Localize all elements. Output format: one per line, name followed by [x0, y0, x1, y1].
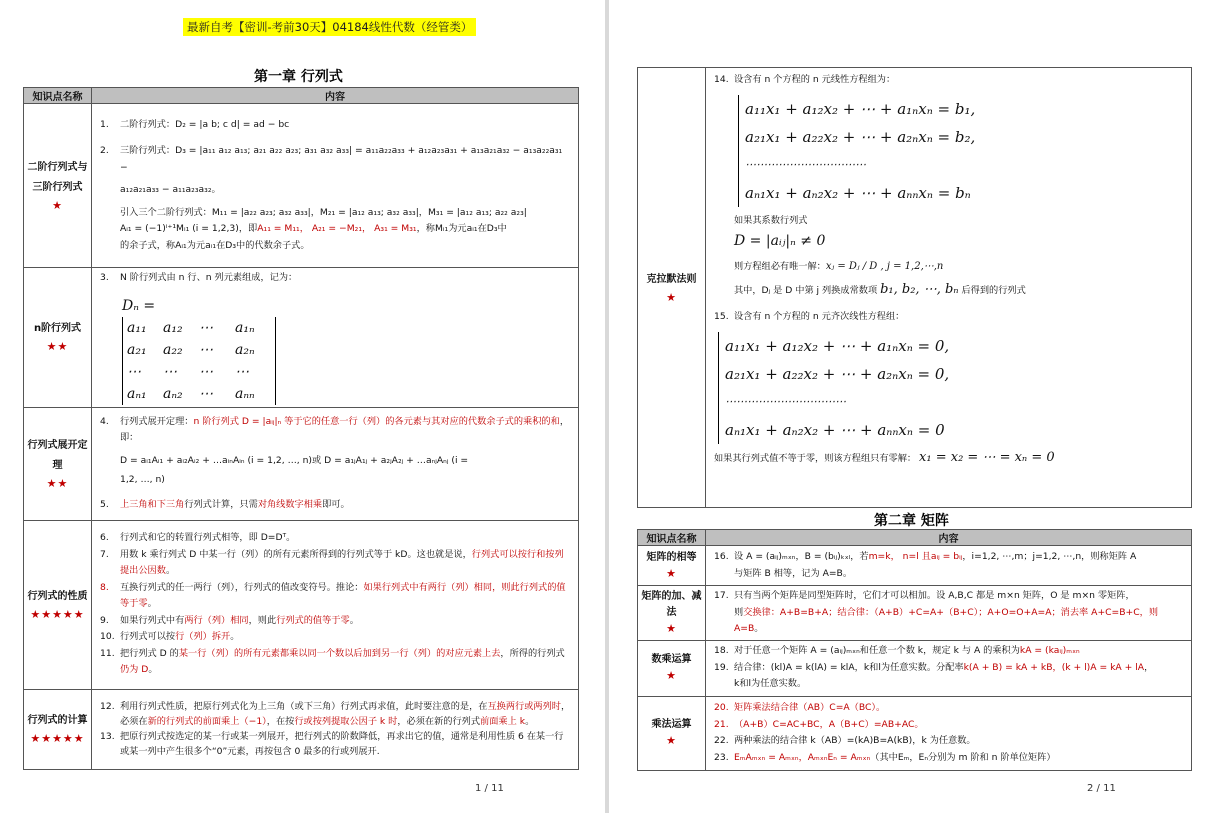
key-label: 行列式展开定理	[27, 439, 88, 471]
importance-stars: ★	[666, 290, 677, 304]
list-item: 10. 行列式可以按行（列）拆开。	[100, 631, 240, 643]
content-cell	[706, 68, 1192, 508]
list-item-cont: 其中，Dⱼ 是 D 中第 j 列换成常数项 b₁, b₂, ⋯, bₙ 后得到的行列式	[734, 281, 1026, 297]
page-1	[0, 0, 605, 813]
importance-stars: ★	[666, 566, 677, 580]
list-item: 8. 互换行列式的任一两行（列），行列式的值改变符号。推论：如果行列式中有两行（列）相同，则此行列式的值等于零。	[100, 581, 566, 610]
importance-stars: ★	[666, 734, 677, 747]
key-cell	[24, 407, 92, 520]
col-header-content: 内容	[92, 88, 579, 104]
key-label: 乘法运算	[651, 719, 692, 730]
key-label: 二阶行列式与三阶行列式	[27, 161, 88, 193]
chapter-1-table	[23, 87, 579, 770]
content-cell	[92, 104, 579, 268]
key-label: 矩阵的相等	[646, 551, 697, 563]
list-item-cont: k和l为任意实数。	[734, 678, 807, 690]
key-cell	[24, 689, 92, 769]
list-item: 12. 利用行列式性质，把原行列式化为上三角（或下三角）行列式再求值，此时要注意的是，在互换两行或两列时，必须在新的行列式的前面乘上（−1），在按行或按列提取公因子 k 时，必须在新的行列式前面乘上 k。	[100, 701, 571, 727]
list-item: 19. 结合律：(kl)A = k(lA) = klA，k和l为任意实数。分配率k(A + B) = kA + kB，(k + l)A = kA + lA，	[714, 661, 1154, 673]
page-number: 2 / 11	[1087, 783, 1116, 794]
importance-stars: ★★	[46, 476, 69, 490]
key-cell	[638, 640, 706, 696]
content-cell	[706, 546, 1192, 586]
content-cell	[92, 407, 579, 520]
key-label: n阶行列式	[33, 323, 82, 335]
list-item: 21. （A+B）C=AC+BC，A（B+C）=AB+AC。	[714, 718, 924, 730]
list-item-cont: D = aᵢ₁Aᵢ₁ + aᵢ₂Aᵢ₂ + …aᵢₙAᵢₙ (i = 1,2, …, n)或 D = a₁ⱼA₁ⱼ + a₂ⱼA₂ⱼ + …aₙⱼAₙⱼ (i =	[120, 454, 469, 466]
list-item: 5. 上三角和下三角行列式计算，只需对角线数字相乘即可。	[100, 498, 350, 510]
importance-stars: ★	[52, 198, 63, 212]
key-label: 克拉默法则	[646, 273, 697, 285]
key-cell	[638, 696, 706, 770]
list-item: 15. 设含有 n 个方程的 n 元齐次线性方程组：	[714, 311, 905, 322]
list-item: 4. 行列式展开定理：n 阶行列式 D = |aᵢⱼ|ₙ 等于它的任意一行（列）的各元素与其对应的代数余子式的乘积的和，即：	[100, 415, 569, 444]
content-cell	[92, 268, 579, 408]
page-2	[609, 0, 1214, 813]
importance-stars: ★	[666, 621, 677, 635]
list-item: 1. 二阶行列式：D₂ = |a b; c d| = ad − bc	[100, 118, 290, 130]
chapter-1-continued-table	[637, 67, 1192, 508]
col-header-content: 内容	[706, 530, 1192, 546]
content-cell	[706, 696, 1192, 770]
list-item: 11. 把行列式 D 的某一行（列）的所有元素都乘以同一个数以后加到另一行（列）的对应元素上去，所得的行列式仍为 D。	[100, 647, 565, 676]
list-item-cont: a₁₂a₂₁a₃₃ − a₁₁a₂₃a₃₂。	[120, 184, 221, 196]
col-header-key: 知识点名称	[24, 88, 92, 104]
list-item: 3. N 阶行列式由 n 行、n 列元素组成，记为：	[100, 272, 298, 283]
list-item: 18. 对于任意一个矩阵 A = (aᵢⱼ)ₘₓₙ和任意一个数 k，规定 k 与 A 的乘积为kA = (kaᵢⱼ)ₘₓₙ	[714, 645, 1080, 657]
list-item-cont: 则交换律：A+B=B+A；结合律：（A+B）+C=A+（B+C）；A+O=O+A=A；消去率 A+C=B+C，则 A=B。	[734, 606, 1159, 634]
list-item: 20. 矩阵乘法结合律（AB）C=A（BC）。	[714, 702, 886, 713]
key-label: 数乘运算	[651, 654, 692, 665]
key-label: 矩阵的加、减法	[641, 590, 702, 618]
list-item-cont: 1,2, …, n)	[120, 474, 165, 486]
key-cell	[638, 546, 706, 586]
key-cell	[24, 268, 92, 408]
list-item: 6. 行列式和它的转置行列式相等，即 D=Dᵀ。	[100, 532, 296, 544]
key-cell	[638, 586, 706, 641]
chapter-2-title: 第二章 矩阵	[874, 513, 949, 529]
key-label: 行列式的性质	[27, 590, 88, 602]
key-cell	[638, 68, 706, 508]
importance-stars: ★★★★★	[30, 607, 85, 621]
list-item: 22. 两种乘法的结合律 k（AB）=(kA)B=A(kB)，k 为任意数。	[714, 735, 976, 746]
col-header-key: 知识点名称	[638, 530, 706, 546]
importance-stars: ★	[666, 669, 677, 682]
homogeneous-system: a₁₁x₁ + a₁₂x₂ + ⋯ + a₁ₙxₙ = 0, a₂₁x₁ + a₂₂x₂ + ⋯ + a₂ₙxₙ = 0, ⋯⋯⋯⋯⋯⋯⋯⋯⋯⋯⋯ aₙ₁x₁ + aₙ₂x₂ + ⋯ + aₙₙxₙ = 0	[718, 332, 1185, 444]
list-item-cont: 的余子式，称Aᵢ₁为元aᵢ₁在D₃中的代数余子式。	[120, 239, 310, 251]
list-item: 16. 设 A = (aᵢⱼ)ₘₓₙ，B = (bᵢⱼ)ₖₓₗ，若m=k， n=l 且aᵢⱼ = bᵢⱼ，i=1,2, ⋯,m；j=1,2, ⋯,n，则称矩阵 A	[714, 551, 1137, 562]
content-cell	[706, 586, 1192, 641]
list-item: 23. EₘAₘₓₙ = Aₘₓₙ，AₘₓₙEₙ = Aₘₓₙ（其中Eₘ，Eₙ分别为 m 阶和 n 阶单位矩阵）	[714, 751, 1056, 763]
list-item: 9. 如果行列式中有两行（列）相同，则此行列式的值等于零。	[100, 614, 359, 626]
chapter-2-table	[637, 529, 1192, 771]
dn-label: Dₙ =	[122, 297, 156, 314]
list-item-cont: Aᵢ₁ = (−1)ⁱ⁺¹Mᵢ₁ (i = 1,2,3)，即A₁₁ = M₁₁， A₂₁ = −M₂₁， A₃₁ = M₃₁，称Mᵢ₁为元aᵢ₁在D₃中	[120, 223, 507, 235]
page-number: 1 / 11	[475, 783, 504, 794]
document-header: 最新自考【密训-考前30天】04184线性代数（经管类）	[183, 18, 476, 36]
list-item: 2. 三阶行列式：D₃ = |a₁₁ a₁₂ a₁₃; a₂₁ a₂₂ a₂₃; a₃₁ a₃₂ a₃₃| = a₁₁a₂₂a₃₃ + a₁₂a₂₃a₃₁ + a₁₃a₂₁a₃₂ − a₁₃a₂₂a₃₁ −	[100, 145, 563, 173]
importance-stars: ★★★★★	[30, 732, 85, 745]
list-item: 7. 用数 k 乘行列式 D 中某一行（列）的所有元素所得到的行列式等于 kD。这也就是说，行列式可以按行和按列提出公因数。	[100, 548, 564, 577]
linear-system: a₁₁x₁ + a₁₂x₂ + ⋯ + a₁ₙxₙ = b₁, a₂₁x₁ + a₂₂x₂ + ⋯ + a₂ₙxₙ = b₂, ⋯⋯⋯⋯⋯⋯⋯⋯⋯⋯⋯ aₙ₁x₁ + aₙ₂x₂ + ⋯ + aₙₙxₙ = bₙ	[738, 95, 1185, 207]
list-item-cont: 引入三个二阶行列式：M₁₁ = |a₂₂ a₂₃; a₃₂ a₃₃|，M₂₁ = |a₁₂ a₁₃; a₃₂ a₃₃|，M₃₁ = |a₁₂ a₁₃; a₂₂ a₂₃|	[120, 206, 527, 218]
content-cell	[92, 689, 579, 769]
list-item-cont: 与矩阵 B 相等，记为 A=B。	[734, 567, 853, 579]
content-cell	[92, 520, 579, 689]
list-item-cont: 如果其系数行列式	[734, 214, 808, 226]
key-label: 行列式的计算	[27, 715, 88, 726]
key-cell	[24, 104, 92, 268]
chapter-1-title: 第一章 行列式	[254, 69, 343, 85]
nth-determinant: Dₙ = a₁₁ a₁₂ ⋯ a₁ₙ a₂₁ a₂₂ ⋯ a₂ₙ ⋯ ⋯ ⋯ ⋯ aₙ₁ aₙ₂ ⋯ aₙₙ	[122, 295, 572, 405]
content-cell	[706, 640, 1192, 696]
determinant-condition: D = |aᵢⱼ|ₙ ≠ 0	[734, 233, 826, 249]
list-item: 14. 设含有 n 个方程的 n 元线性方程组为：	[714, 74, 896, 85]
list-item: 17. 只有当两个矩阵是同型矩阵时，它们才可以相加。设 A,B,C 都是 m×n 矩阵，O 是 m×n 零矩阵，	[714, 590, 1135, 601]
list-item-cont: 则方程组必有唯一解：xⱼ = Dⱼ / D , j = 1,2,⋯,n	[734, 261, 944, 272]
importance-stars: ★★	[46, 340, 69, 354]
key-cell	[24, 520, 92, 689]
list-item-cont: 如果其行列式值不等于零，则该方程组只有零解： x₁ = x₂ = ⋯ = xₙ = 0	[714, 449, 1055, 465]
list-item: 13. 把原行列式按选定的某一行或某一列展开，把行列式的阶数降低，再求出它的值，通常是利用性质 6 在某一行或某一列中产生很多个“0”元素，再按包含 0 最多的行或列展开.	[100, 731, 564, 757]
